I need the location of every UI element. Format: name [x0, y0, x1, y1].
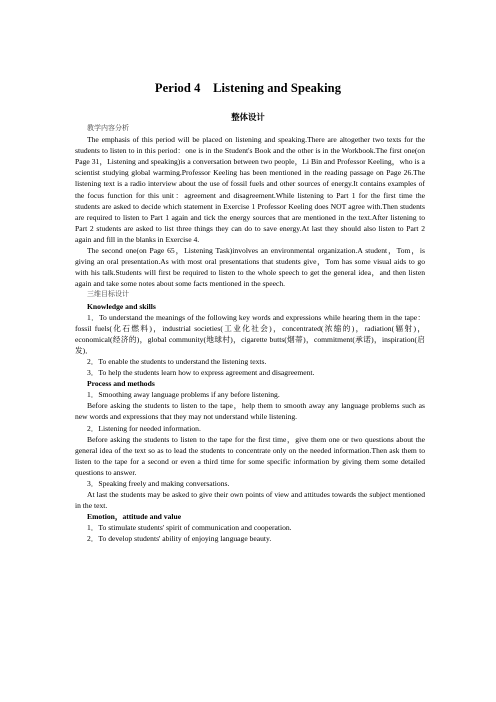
process-heading: Process and methods — [87, 379, 155, 389]
process-item-1-text: Before asking the students to listen to the tape，help them to smooth away any language problems such as new words and expressions that they may not understand while listening. — [75, 401, 425, 422]
content-analysis-heading: 教学内容分析 — [87, 124, 129, 132]
knowledge-item-2: 2．To enable the students to understand the listening texts. — [87, 356, 267, 366]
knowledge-item-3: 3．To help the students learn how to express agreement and disagreement. — [87, 368, 315, 378]
process-item-2-text: Before asking the students to listen to the tape for the first time，give them one or two questions about the general idea of the text so as to lead the students to concentrate only on the needed information.Then ask them to listen to the tape for a second or even a third time for some specific information by giving them some detailed questions to answer. — [75, 434, 425, 477]
objectives-heading: 三维目标设计 — [87, 290, 129, 299]
process-item-3: 3．Speaking freely and making conversations. — [87, 479, 230, 488]
process-item-2: 2．Listening for needed information. — [87, 423, 201, 433]
content-analysis-paragraph-2: The second one(on Page 65，Listening Task)involves an environmental organization.A student，Tom，is giving an oral presentation.As with most oral presentations that students give，Tom has some visual aids to go with his talk.Students will first be required to listen to the whole speech to get the general idea，and then listen again and take some notes about some facts mentioned in the speech. — [75, 246, 425, 289]
content-analysis-paragraph-1: The emphasis of this period will be placed on listening and speaking.There are altogether two texts for the students to listen to in this period：one is in the Student's Book and the other is in the Workbook.The first one(on Page 31，Listening and speaking)is a conversation between two people，Li Bin and Professor Keeling，who is a scientist studying global warming.Professor Keeling has been mentioned in the reading passage on Page 26.The listening text is a radio interview about the use of fossil fuels and other sources of energy.It contains examples of the focus function for this unit：agreement and disagreement.While listening to Part 1 for the first time the students are asked to decide which statement in Exercise 1 Professor Keeling does NOT agree with.Then students are required to listen to Part 1 again and tick the energy sources that are mentioned in the text.After listening to Part 2 students are asked to list three things they can do to save energy.At last they should also listen to Part 2 again and fill in the blanks in Exercise 4. — [75, 135, 425, 244]
page-title: Period 4 Listening and Speaking — [154, 81, 342, 95]
document-body — [75, 123, 425, 545]
process-item-1: 1．Smoothing away language problems if any before listening. — [87, 390, 280, 400]
emotion-item-2: 2．To develop students' ability of enjoying language beauty. — [87, 534, 272, 544]
knowledge-item-1: 1．To understand the meanings of the following key words and expressions while hearing them in the tape：fossil fuels(化石燃料)，industrial societies(工业化社会)，concentrated(浓缩的)，radiation(辐射)，economical(经济的)，global community(地球村)，cigarette butts(烟蒂)，commitment(承诺)，inspiration(启发)． — [75, 312, 425, 355]
section-title: 整体设计 — [231, 113, 265, 122]
emotion-item-1: 1．To stimulate students' spirit of communication and cooperation. — [87, 523, 292, 533]
process-item-3-text: At last the students may be asked to give their own points of view and attitudes towards the subject mentioned in the text. — [75, 490, 425, 511]
knowledge-heading: Knowledge and skills — [87, 301, 156, 311]
emotion-heading: Emotion，attitude and value — [87, 512, 182, 522]
